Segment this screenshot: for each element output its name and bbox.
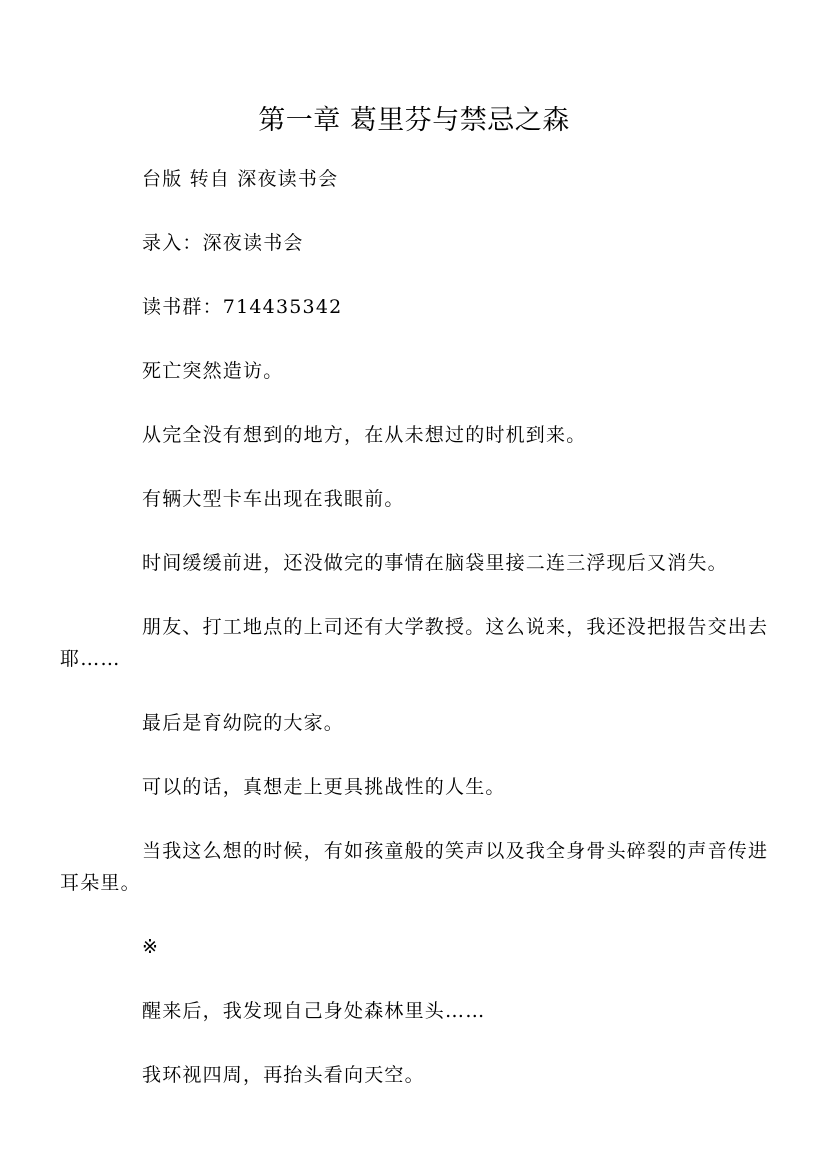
paragraph: 我环视四周，再抬头看向天空。 xyxy=(142,1064,425,1086)
chapter-title: 第一章 葛里芬与禁忌之森 xyxy=(258,105,570,136)
paragraph: 最后是育幼院的大家。 xyxy=(142,712,345,734)
paragraph-typist-note: 录入：深夜读书会 xyxy=(142,232,304,254)
paragraph-source-note: 台版 转自 深夜读书会 xyxy=(142,168,339,190)
paragraph: 有辆大型卡车出现在我眼前。 xyxy=(142,488,405,510)
paragraph: 当我这么想的时候，有如孩童般的笑声以及我全身骨头碎裂的声音传进耳朵里。 xyxy=(60,840,769,894)
section-break-mark: ※ xyxy=(142,936,160,958)
paragraph: 时间缓缓前进，还没做完的事情在脑袋里接二连三浮现后又消失。 xyxy=(142,552,728,574)
chapter-body xyxy=(60,163,772,1123)
paragraph: 醒来后，我发现自己身处森林里头…… xyxy=(142,1000,486,1022)
paragraph-reading-group: 读书群：714435342 xyxy=(142,296,343,318)
paragraph: 从完全没有想到的地方，在从未想过的时机到来。 xyxy=(142,424,587,446)
paragraph: 朋友、打工地点的上司还有大学教授。这么说来，我还没把报告交出去耶…… xyxy=(60,616,769,670)
paragraph: 可以的话，真想走上更具挑战性的人生。 xyxy=(142,776,506,798)
paragraph: 死亡突然造访。 xyxy=(142,360,284,382)
